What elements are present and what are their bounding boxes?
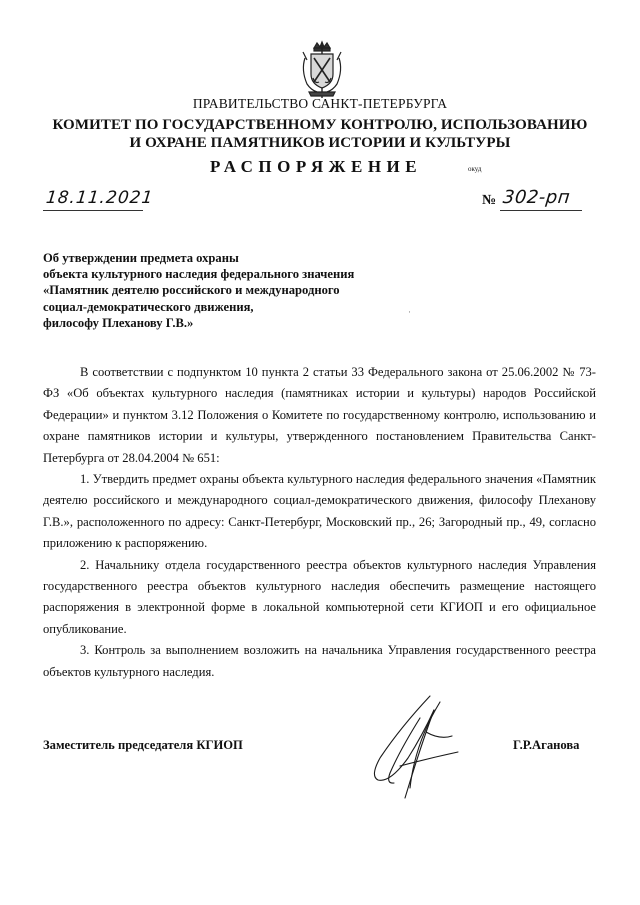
subject-line: философу Плеханову Г.В.»: [43, 315, 194, 330]
body-paragraph: В соответствии с подпунктом 10 пункта 2 статьи 33 Федерального закона от 25.06.2002 № 73-ФЗ «Об объектах культурного наследия (памятниках истории и культуры) народов Российской Федерации» и пунктом 3.12 Положения о Комитете по государственному контролю, использованию и охране памятников истории и культуры, утвержденного постановлением Правительства Санкт-Петербурга от 28.04.2004 № 651:: [43, 365, 596, 465]
number-label: №: [482, 193, 497, 208]
body-paragraph: 2. Начальнику отдела государственного реестра объектов культурного наследия Управления государственного реестра объектов культурного наследия обеспечить размещение настоящего распоряжения в электронной форме в локальной компьютерной сети КГИОП и его официальное опубликование.: [43, 557, 596, 636]
document-subject: [43, 250, 383, 331]
committee-name: [20, 116, 620, 152]
body-paragraph: 1. Утвердить предмет охраны объекта культурного наследия федерального значения «Памятник деятелю российского и международного социал-демократического движения, философу Плеханову Г.В.», расположенного по адресу: Санкт-Петербург, Московский пр., 26; Загородный пр., 49, согласно приложению к распоряжению.: [43, 472, 596, 551]
committee-line: КОМИТЕТ ПО ГОСУДАРСТВЕННОМУ КОНТРОЛЮ, ИСПОЛЬЗОВАНИЮ: [52, 117, 588, 133]
number-field: [500, 187, 582, 211]
signatory-title: Заместитель председателя КГИОП: [43, 738, 243, 752]
subject-line: социал-демократического движения,: [43, 299, 254, 314]
document-body: [43, 362, 596, 683]
okud-label: окуд: [468, 165, 482, 173]
date-field: [43, 187, 155, 211]
handwritten-signature: [360, 688, 470, 803]
subject-line: «Памятник деятелю российского и международного: [43, 283, 340, 298]
committee-line: И ОХРАНЕ ПАМЯТНИКОВ ИСТОРИИ И КУЛЬТУРЫ: [129, 135, 511, 151]
body-paragraph: 3. Контроль за выполнением возложить на начальника Управления государственного реестра объектов культурного наследия.: [43, 643, 596, 679]
document-type: РАСПОРЯЖЕНИЕ: [210, 157, 423, 176]
subject-line: Об утверждении предмета охраны: [43, 251, 239, 265]
scan-mark: ·: [408, 307, 411, 317]
handwritten-number: 302-рп: [501, 187, 572, 208]
coat-of-arms-icon: [297, 40, 347, 100]
handwritten-date: 18.11.2021: [44, 188, 155, 208]
government-name: ПРАВИТЕЛЬСТВО САНКТ-ПЕТЕРБУРГА: [192, 96, 448, 111]
signatory-name: Г.Р.Аганова: [513, 738, 580, 752]
subject-line: объекта культурного наследия федерального значения: [43, 267, 355, 282]
